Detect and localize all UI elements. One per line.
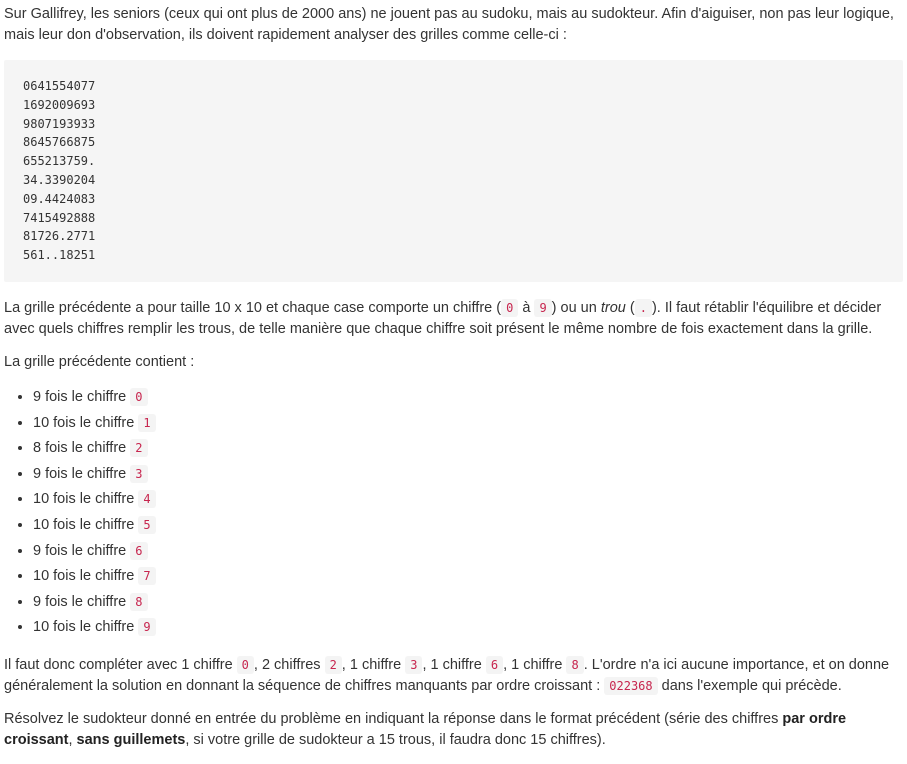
grid-row: 1692009693 [23,97,96,112]
inline-code: 0 [130,388,147,406]
inline-code: 0 [501,299,518,317]
inline-code: 2 [130,439,147,457]
inline-code: 5 [138,516,155,534]
inline-code: 6 [486,656,503,674]
list-item: • 8 fois le chiffre 2 [33,436,903,462]
inline-code: 4 [138,490,155,508]
bold-text: sans guillemets [76,731,186,748]
list-item: • 10 fois le chiffre 4 [33,487,903,513]
digit-count-list [4,385,903,641]
inline-code: 9 [534,299,551,317]
inline-code: 8 [566,656,583,674]
intro-paragraph: Sur Gallifrey, les seniors (ceux qui ont plus de 2000 ans) ne jouent pas au sudoku, mais au sudokteur. Afin d'aiguiser, non pas leur logique, mais leur don d'observation, ils doivent rapidement analyser des grilles comme celle-ci : [4,6,894,43]
contains-label: La grille précédente contient : [4,353,195,370]
inline-code: 6 [130,542,147,560]
grid-row: 7415492888 [23,210,96,225]
grid-row: 561..18251 [23,248,96,263]
list-item: • 9 fois le chiffre 6 [33,539,903,565]
grid-row: 9807193933 [23,116,96,131]
inline-code: 3 [405,656,422,674]
list-item: • 10 fois le chiffre 1 [33,411,903,437]
grid-description-paragraph: La grille précédente a pour taille 10 x 10 et chaque case comporte un chiffre ( 0 à 9 ) ou un trou ( . ). Il faut rétablir l'équilibre et décider avec quels chiffres remplir les trous, de telle manière que chaque chiffre soit présent le même nombre de fois exactement dans la grille. [4,299,882,337]
grid-row: 0641554077 [23,79,96,93]
list-item: • 9 fois le chiffre 8 [33,590,903,616]
grid-row: 34.3390204 [23,172,96,187]
inline-code: . [635,299,652,317]
inline-code: 1 [138,414,155,432]
list-item: • 10 fois le chiffre 5 [33,513,903,539]
list-item: • 9 fois le chiffre 3 [33,462,903,488]
instructions-paragraph: Résolvez le sudokteur donné en entrée du problème en indiquant la réponse dans le format précédent (série des chiffres par ordre croissant, sans guillemets, si votre grille de sudokteur a 15 trous, il faudra donc 15 chiffres). [4,710,847,748]
list-item: • 10 fois le chiffre 7 [33,564,903,590]
inline-code: 0 [237,656,254,674]
inline-code: 3 [130,465,147,483]
grid-row: 655213759. [23,154,96,169]
emphasis: trou [600,299,626,316]
grid-row: 81726.2771 [23,229,96,244]
list-item: • 9 fois le chiffre 0 [33,385,903,411]
completion-paragraph: Il faut donc compléter avec 1 chiffre 0 , 2 chiffres 2 , 1 chiffre 3 , 1 chiffre 6 , 1 chiffre 8 . L'ordre n'a ici aucune importance, et on donne généralement la solution en donnant la séquence de chiffres manquants par ordre croissant : 022368 dans l'exemple qui précède. [4,656,890,694]
inline-code: 7 [138,567,155,585]
inline-code: 2 [325,656,342,674]
inline-code: 9 [138,618,155,636]
inline-code: 022368 [604,677,657,695]
grid-row: 8645766875 [23,135,96,150]
sudokteur-grid [4,60,903,282]
list-item: • 10 fois le chiffre 9 [33,615,903,641]
bold-text: par ordre croissant [4,710,847,748]
inline-code: 8 [130,593,147,611]
grid-row: 09.4424083 [23,191,96,206]
